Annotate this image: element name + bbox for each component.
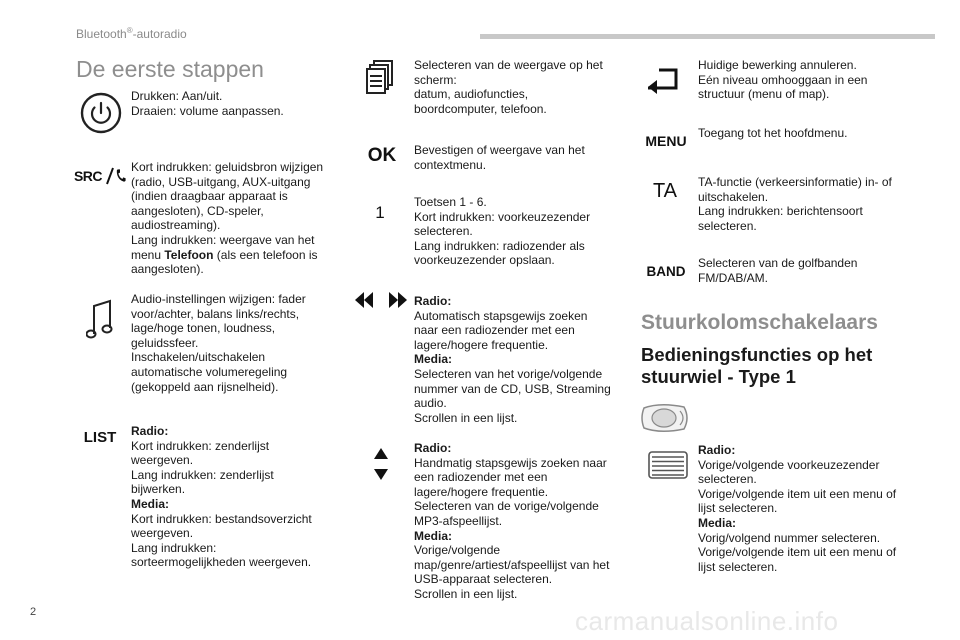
number-key-icon	[372, 203, 388, 223]
menu-description: Toegang tot het hoofdmenu.	[698, 126, 848, 140]
header-divider	[480, 34, 935, 39]
audio-description: Audio-instellingen wijzigen: fader voor/achter, balans links/rechts, lage/hoge tonen, loudness, geluidssfeer. Inschakelen/uitschakelen automatische volumeregeling (gekoppeld aan rijsnelheid).	[131, 292, 306, 394]
page-title: De eerste stappen	[76, 56, 264, 82]
src-phone-icon	[72, 166, 128, 186]
band-key-label: BAND	[646, 263, 686, 279]
ok-key-label: OK	[367, 145, 397, 166]
list-description: Radio: Kort indrukken: zenderlijst weergeven. Lang indrukken: zenderlijst bijwerken. Media: Kort indrukken: bestandsoverzicht weergeven. Lang indrukken: sorteermogelijkheden weergeven.	[131, 424, 312, 570]
ta-key-icon	[650, 180, 680, 202]
page-number: 2	[30, 606, 37, 618]
steering-control-icon	[640, 402, 690, 434]
power-knob-icon	[80, 92, 122, 134]
list-key-icon	[78, 428, 122, 446]
ok-description: Bevestigen of weergave van het contextmenu.	[414, 143, 585, 172]
display-description: Selecteren van de weergave op het scherm: datum, audiofuncties, boordcomputer, telefoon.	[414, 58, 603, 116]
watermark: carmanualsonline.info	[575, 606, 839, 636]
back-arrow-icon	[645, 64, 681, 94]
slash-phone-icon	[104, 167, 126, 185]
scroll-wheel-icon	[648, 451, 688, 479]
back-description: Huidige bewerking annuleren. Eén niveau omhooggaan in een structuur (menu of map).	[698, 58, 868, 102]
section-title: Stuurkolomschakelaars	[641, 311, 878, 334]
number-key-label: 1	[375, 203, 385, 222]
running-header: Bluetooth®-autoradio	[76, 26, 187, 41]
src-description: Kort indrukken: geluidsbron wijzigen (radio, USB-uitgang, AUX-uitgang (indien draagbaar apparaat is aangesloten), CD-speler, audiostreaming). Lang indrukken: weergave van het menu Telefoon (als een telefoon is aangesloten).	[131, 160, 324, 277]
ta-description: TA-functie (verkeersinformatie) in- of uitschakelen. Lang indrukken: berichtensoort selecteren.	[698, 175, 892, 233]
menu-key-label: MENU	[645, 133, 687, 149]
subsection-title: Bedieningsfuncties op het stuurwiel - Type 1	[641, 344, 873, 387]
src-label: SRC	[73, 168, 103, 184]
band-description: Selecteren van de golfbanden FM/DAB/AM.	[698, 256, 858, 285]
wheel-description: Radio: Vorige/volgende voorkeuzezender selecteren. Vorige/volgende item uit een menu of lijst selecteren. Media: Vorig/volgend nummer selecteren. Vorige/volgende item uit een menu of lijst selecteren.	[698, 443, 897, 574]
ok-key-icon	[366, 145, 398, 167]
ta-key-label: TA	[652, 179, 678, 202]
music-note-icon	[86, 298, 114, 342]
updown-description: Radio: Handmatig stapsgewijs zoeken naar een radiozender met een lagere/hogere frequentie. Selecteren van de vorige/volgende MP3-afspeellijst. Media: Vorige/volgende map/genre/artiest/afspeellijst van het USB-apparaat selecteren. Scrollen in een lijst.	[414, 441, 610, 601]
menu-key-icon	[643, 132, 689, 150]
list-key-label: LIST	[83, 428, 117, 446]
seek-arrows-icon	[355, 291, 407, 309]
up-down-arrows-icon	[373, 447, 389, 481]
power-description: Drukken: Aan/uit. Draaien: volume aanpassen.	[131, 89, 284, 118]
display-stack-icon	[366, 60, 396, 94]
band-key-icon	[643, 262, 689, 280]
seek-description: Radio: Automatisch stapsgewijs zoeken naar een radiozender met een lagere/hogere frequentie. Media: Selecteren van het vorige/volgende nummer van de CD, USB, Streaming audio. Scrollen in een lijst.	[414, 294, 611, 425]
keys-description: Toetsen 1 - 6. Kort indrukken: voorkeuzezender selecteren. Lang indrukken: radiozender als voorkeuzezender opslaan.	[414, 195, 591, 268]
